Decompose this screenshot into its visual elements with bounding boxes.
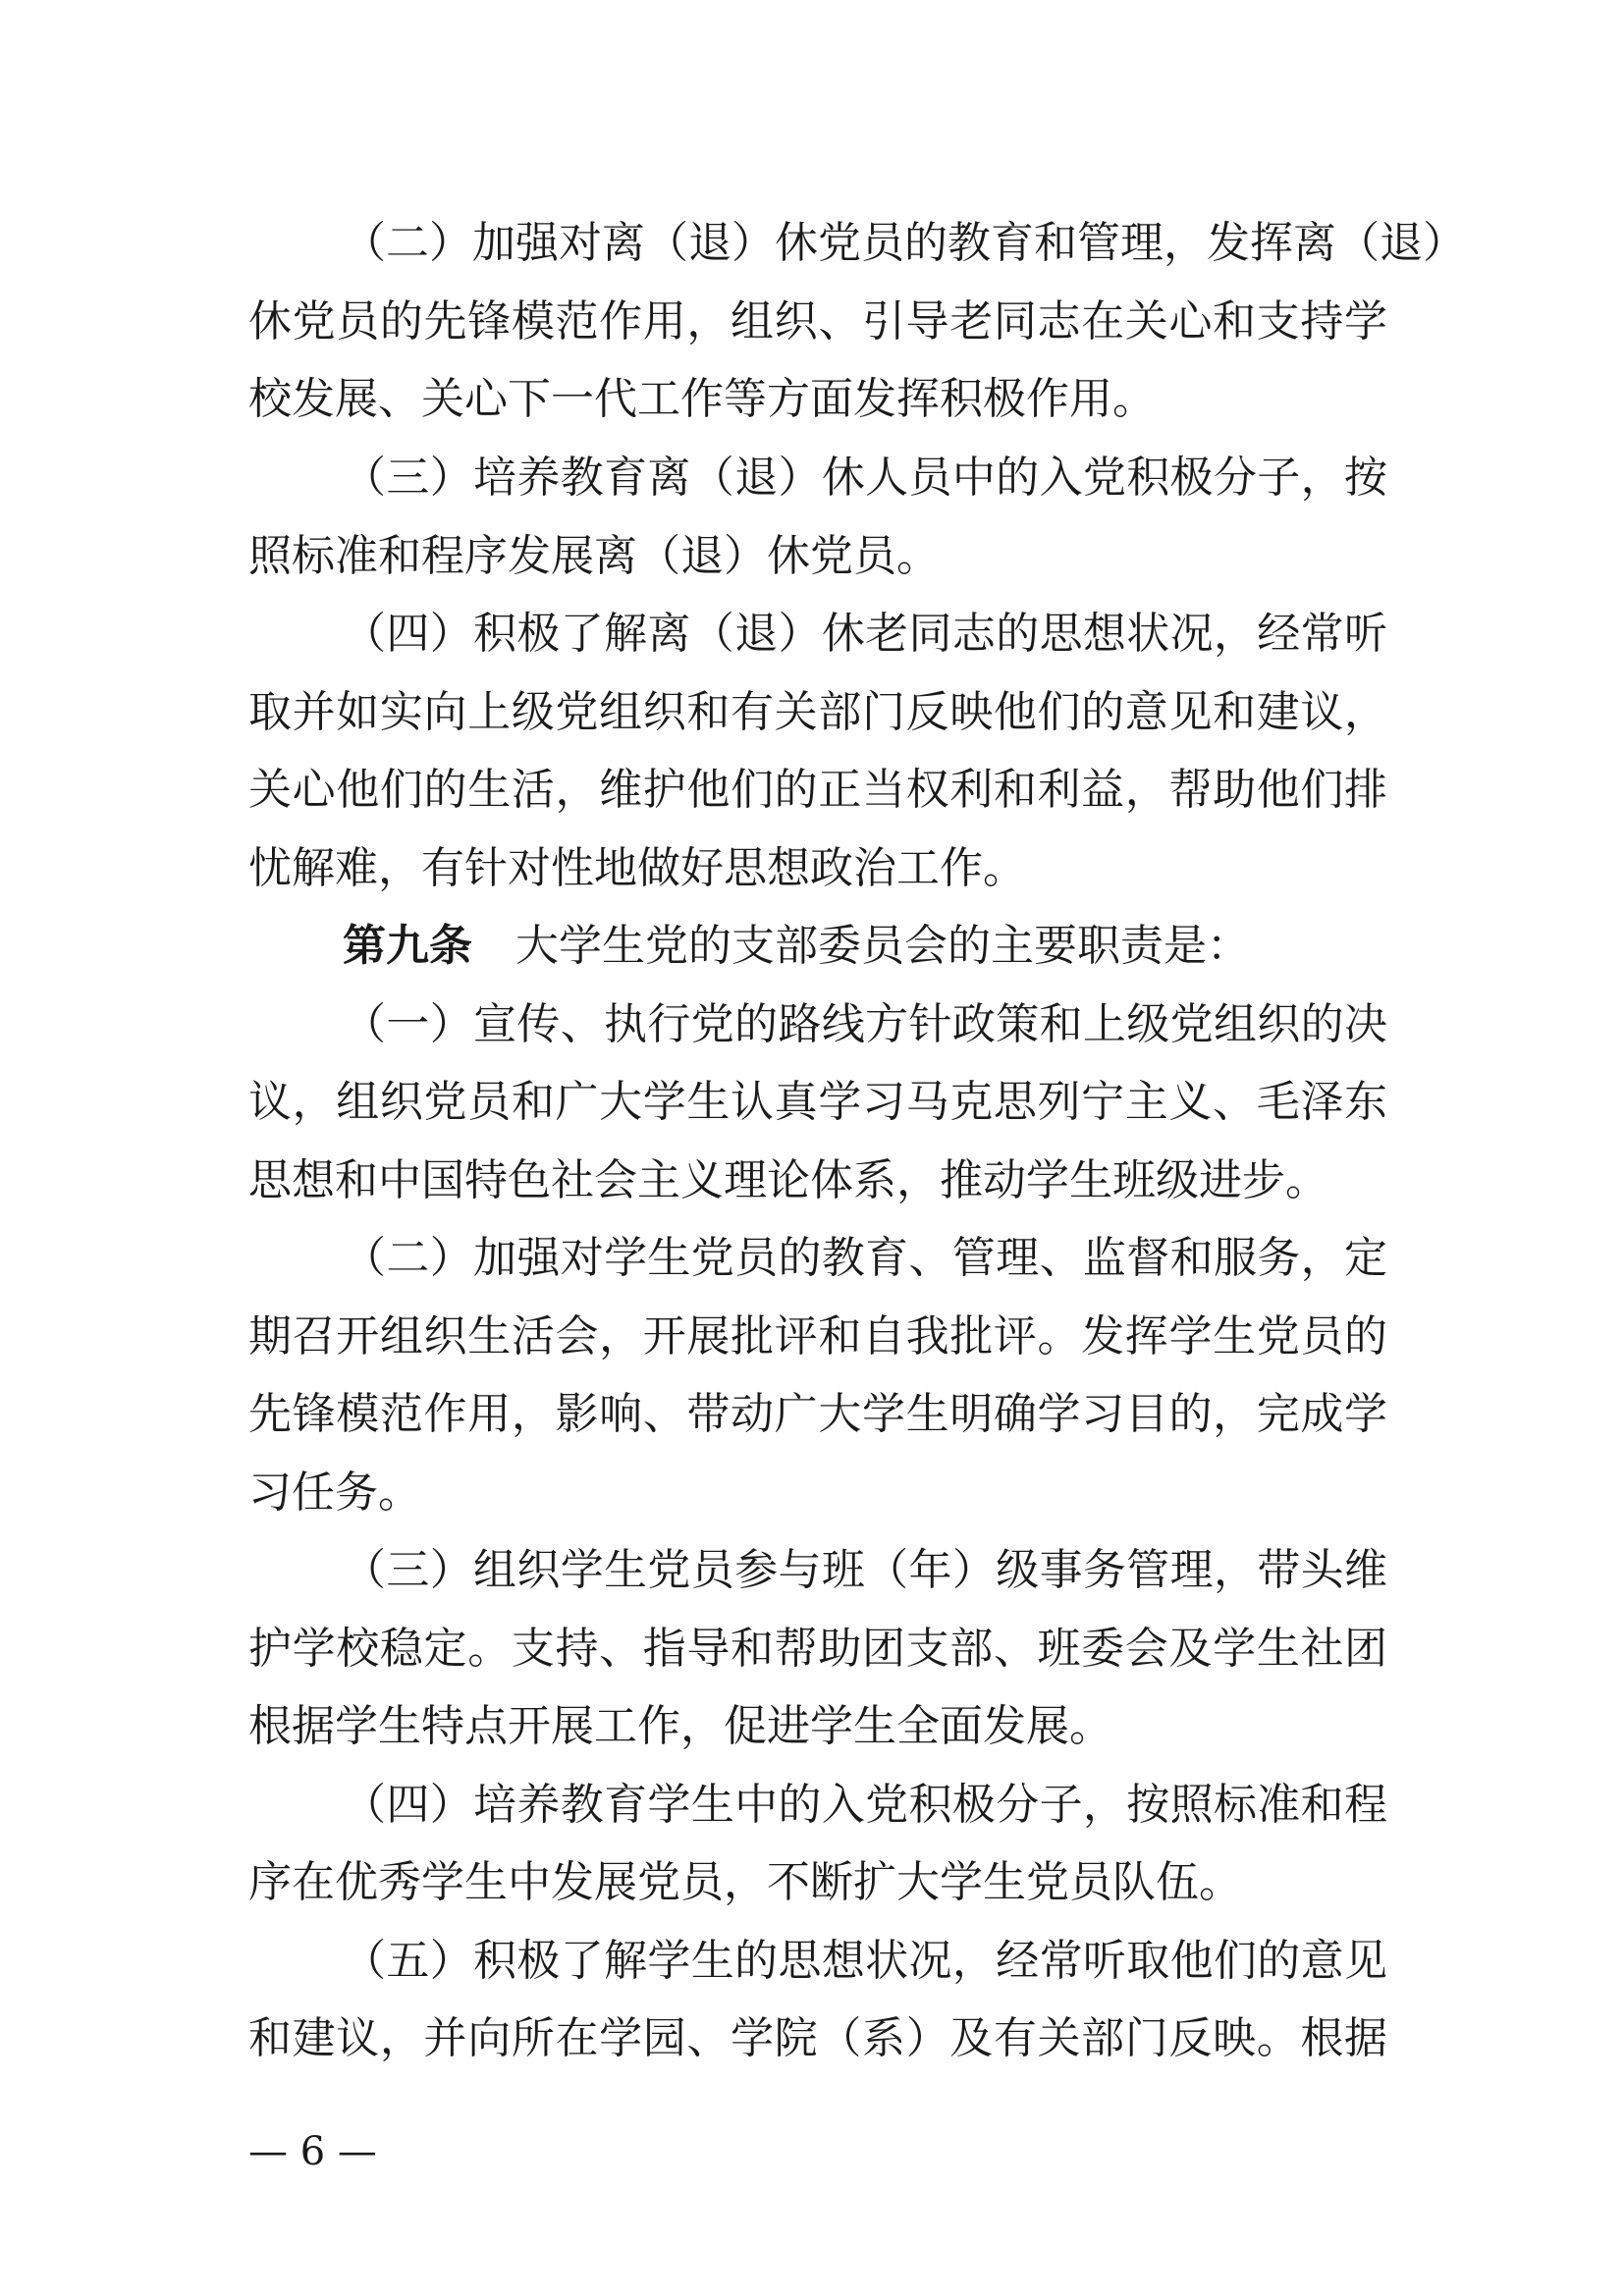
article-heading: 第九条: [343, 921, 472, 971]
article-text: 大学生党的支部委员会的主要职责是：: [515, 921, 1250, 971]
paragraph-line: 思想和中国特色社会主义理论体系，推动学生班级进步。: [248, 1155, 1328, 1205]
article-line: [343, 908, 1387, 985]
paragraph-line: （一）宣传、执行党的路线方针政策和上级党组织的决: [343, 999, 1387, 1049]
paragraph-line: 期召开组织生活会，开展批评和自我批评。发挥学生党员的: [248, 1311, 1387, 1362]
paragraph-line: 忧解难，有针对性地做好思想政治工作。: [248, 843, 1026, 893]
paragraph-line: （五）积极了解学生的思想状况，经常听取他们的意见: [343, 1936, 1387, 1986]
paragraph-line: 护学校稳定。支持、指导和帮助团支部、班委会及学生社团: [248, 1624, 1387, 1674]
paragraph-line: 根据学生特点开展工作，促进学生全面发展。: [248, 1701, 1112, 1751]
paragraph-line: 校发展、关心下一代工作等方面发挥积极作用。: [248, 374, 1156, 424]
paragraph-line: （四）积极了解离（退）休老同志的思想状况，经常听: [343, 609, 1387, 659]
paragraph-line: （三）组织学生党员参与班（年）级事务管理，带头维: [343, 1545, 1387, 1595]
page-number: — 6 —: [248, 2129, 377, 2174]
paragraph-line: 和建议，并向所在学园、学院（系）及有关部门反映。根据: [248, 2013, 1387, 2063]
paragraph-line: （三）培养教育离（退）休人员中的入党积极分子，按: [343, 453, 1387, 503]
paragraph-line: （四）培养教育学生中的入党积极分子，按照标准和程: [343, 1780, 1387, 1830]
paragraph-line: 休党员的先锋模范作用，组织、引导老同志在关心和支持学: [248, 296, 1387, 347]
paragraph-line: 议，组织党员和广大学生认真学习马克思列宁主义、毛泽东: [248, 1077, 1387, 1127]
paragraph-line: （二）加强对学生党员的教育、管理、监督和服务，定: [343, 1233, 1387, 1283]
paragraph-line: 关心他们的生活，维护他们的正当权利和利益，帮助他们排: [248, 765, 1387, 815]
paragraph-line: 照标准和程序发展离（退）休党员。: [248, 531, 940, 581]
paragraph-line: （二）加强对离（退）休党员的教育和管理，发挥离（退）: [343, 218, 1466, 268]
paragraph-line: 先锋模范作用，影响、带动广大学生明确学习目的，完成学: [248, 1389, 1387, 1439]
paragraph-line: 习任务。: [248, 1468, 421, 1518]
paragraph-line: 取并如实向上级党组织和有关部门反映他们的意见和建议，: [248, 687, 1387, 737]
paragraph-line: 序在优秀学生中发展党员，不断扩大学生党员队伍。: [248, 1857, 1242, 1907]
